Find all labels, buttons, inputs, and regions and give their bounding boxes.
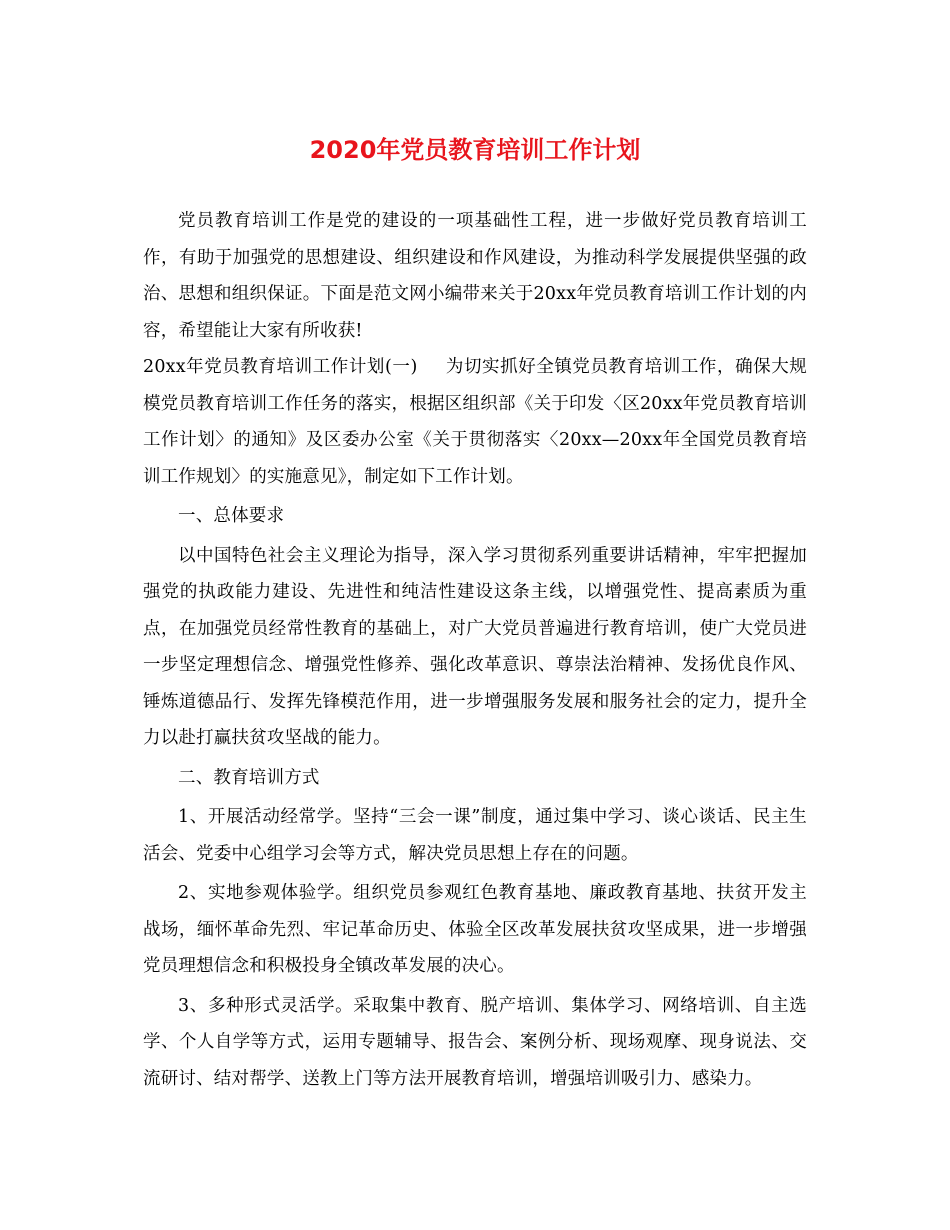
- method-item-3: 3、多种形式灵活学。采取集中教育、脱产培训、集体学习、网络培训、自主选学、个人自学等方式，运用专题辅导、报告会、案例分析、现场观摩、现身说法、交流研讨、结对帮学、送教上门等方法开展教育培训，增强培训吸引力、感染力。: [143, 995, 807, 1089]
- section-heading-overall: 一、总体要求: [178, 506, 285, 526]
- method-item-1: 1、开展活动经常学。坚持“三会一课”制度，通过集中学习、谈心谈话、民主生活会、党委中心组学习会等方式，解决党员思想上存在的问题。: [143, 807, 807, 864]
- plan-heading: 20xx年党员教育培训工作计划(一): [143, 357, 418, 377]
- plan-paragraph: [143, 349, 807, 495]
- method-item-2: 2、实地参观体验学。组织党员参观红色教育基地、廉政教育基地、扶贫开发主战场，缅怀革命先烈、牢记革命历史、体验全区改革发展扶贫攻坚成果，进一步增强党员理想信念和积极投身全镇改革发展的决心。: [143, 883, 807, 976]
- intro-paragraph: 党员教育培训工作是党的建设的一项基础性工程，进一步做好党员教育培训工作，有助于加强党的思想建设、组织建设和作风建设，为推动科学发展提供坚强的政治、思想和组织保证。下面是范文网小编带来关于20xx年党员教育培训工作计划的内容，希望能让大家有所收获!: [143, 211, 807, 341]
- document-title: 2020年党员教育培训工作计划: [309, 136, 641, 164]
- document-body: [143, 203, 807, 1097]
- section-heading-methods: 二、教育培训方式: [178, 767, 320, 788]
- plan-intro-text: 为切实抓好全镇党员教育培训工作，确保大规模党员教育培训工作任务的落实，根据区组织部《关于印发〈区20xx年党员教育培训工作计划〉的通知》及区委办公室《关于贯彻落实〈20xx—20xx年全国党员教育培训工作规划〉的实施意见》，制定如下工作计划。: [143, 357, 808, 487]
- section-body-overall: 以中国特色社会主义理论为指导，深入学习贯彻系列重要讲话精神，牢牢把握加强党的执政能力建设、先进性和纯洁性建设这条主线，以增强党性、提高素质为重点，在加强党员经常性教育的基础上，对广大党员普遍进行教育培训，使广大党员进一步坚定理想信念、增强党性修养、强化改革意识、尊崇法治精神、发扬优良作风、锤炼道德品行、发挥先锋模范作用，进一步增强服务发展和服务社会的定力，提升全力以赴打赢扶贫攻坚战的能力。: [143, 545, 807, 748]
